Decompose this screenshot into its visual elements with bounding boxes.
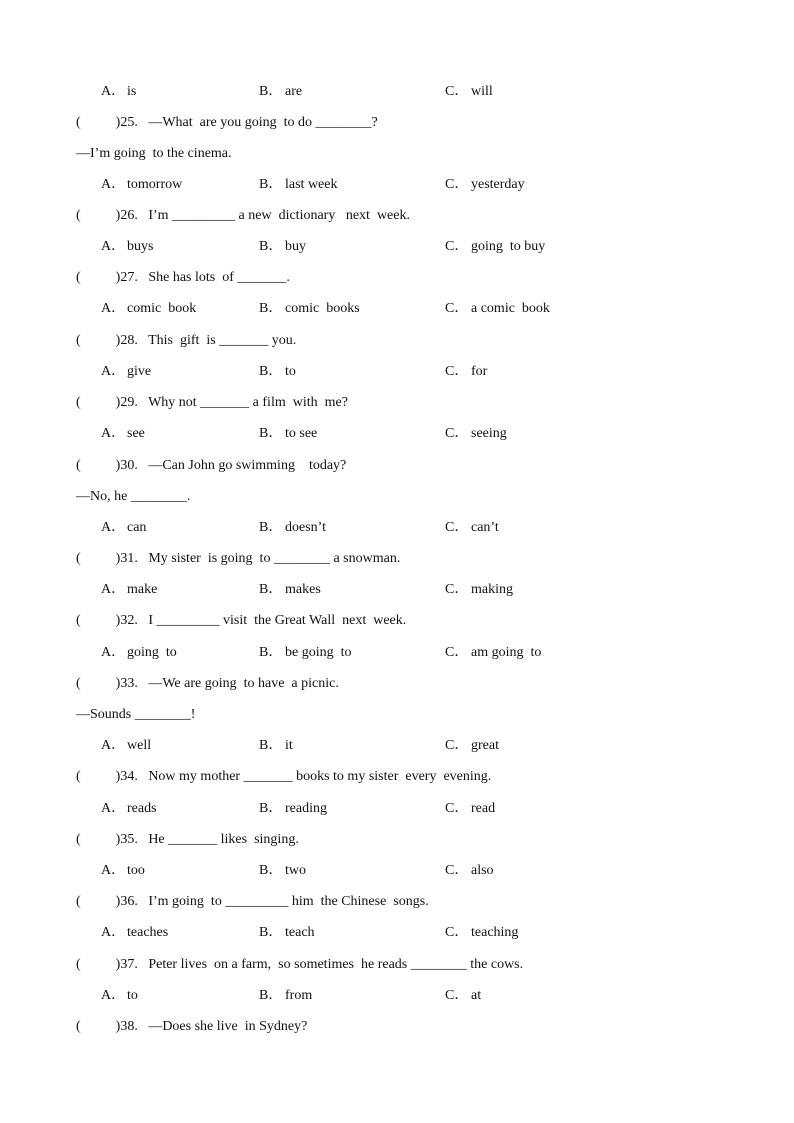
options-row [0, 237, 794, 257]
option-text: a comic book [471, 301, 550, 316]
option-letter: C． [445, 645, 469, 660]
option-text: doesn’t [285, 520, 326, 535]
options-row [0, 424, 794, 444]
option-letter: B． [259, 84, 283, 99]
option-c [445, 580, 513, 600]
option-text: too [127, 863, 145, 878]
option-text: can [127, 520, 147, 535]
question-stem: ( )34. Now my mother _______ books to my sister every evening. [76, 769, 492, 784]
option-letter: A． [101, 801, 126, 816]
option-letter: A． [101, 738, 126, 753]
question-stem: ( )30. —Can John go swimming today? [76, 458, 347, 473]
option-text: at [471, 988, 482, 1003]
option-c [445, 643, 541, 663]
option-letter: C． [445, 520, 469, 535]
options-row [0, 643, 794, 663]
option-c [445, 237, 545, 257]
option-text: make [127, 582, 158, 597]
option-letter: A． [101, 177, 126, 192]
question-26 [0, 206, 794, 226]
option-text: well [127, 738, 152, 753]
options-row [0, 923, 794, 943]
option-text: to [285, 364, 296, 379]
option-c [445, 861, 494, 881]
option-c [445, 299, 550, 319]
option-letter: A． [101, 520, 126, 535]
option-letter: C． [445, 301, 469, 316]
options-row [0, 580, 794, 600]
option-letter: C． [445, 988, 469, 1003]
option-letter: C． [445, 738, 469, 753]
option-letter: B． [259, 988, 283, 1003]
option-letter: B． [259, 239, 283, 254]
option-text: seeing [471, 426, 507, 441]
option-a [101, 643, 177, 663]
option-letter: B． [259, 582, 283, 597]
question-32 [0, 611, 794, 631]
question-stem: ( )33. —We are going to have a picnic. [76, 676, 339, 691]
question-30 [0, 456, 794, 476]
option-letter: B． [259, 177, 283, 192]
option-text: for [471, 364, 488, 379]
option-text: it [285, 738, 293, 753]
option-c [445, 923, 518, 943]
question-31 [0, 549, 794, 569]
option-letter: A． [101, 84, 126, 99]
option-a [101, 861, 145, 881]
option-b [259, 923, 315, 943]
question-followup [0, 487, 794, 507]
option-c [445, 799, 495, 819]
option-text: are [285, 84, 303, 99]
question-stem: ( )37. Peter lives on a farm, so sometimes he reads ________ the cows. [76, 957, 524, 972]
option-a [101, 518, 146, 538]
option-letter: A． [101, 239, 126, 254]
options-row [0, 362, 794, 382]
option-letter: C． [445, 863, 469, 878]
option-c [445, 424, 507, 444]
option-letter: A． [101, 925, 126, 940]
option-b [259, 424, 317, 444]
option-letter: C． [445, 426, 469, 441]
option-letter: C． [445, 177, 469, 192]
followup-text: —No, he ________. [76, 489, 191, 504]
option-text: also [471, 863, 494, 878]
option-c [445, 986, 481, 1006]
option-a [101, 923, 168, 943]
option-letter: C． [445, 239, 469, 254]
option-letter: C． [445, 925, 469, 940]
question-25 [0, 113, 794, 133]
option-letter: B． [259, 925, 283, 940]
question-36 [0, 892, 794, 912]
option-text: yesterday [471, 177, 525, 192]
option-text: buy [285, 239, 306, 254]
option-a [101, 986, 138, 1006]
question-stem: ( )36. I’m going to _________ him the Chinese songs. [76, 894, 429, 909]
option-a [101, 237, 153, 257]
question-34 [0, 767, 794, 787]
option-letter: B． [259, 801, 283, 816]
option-text: give [127, 364, 152, 379]
option-letter: A． [101, 426, 126, 441]
option-text: going to [127, 645, 177, 660]
option-letter: A． [101, 645, 126, 660]
question-stem: ( )27. She has lots of _______. [76, 270, 290, 285]
option-a [101, 362, 151, 382]
option-text: is [127, 84, 137, 99]
option-text: reads [127, 801, 157, 816]
option-letter: C． [445, 84, 469, 99]
options-row [0, 799, 794, 819]
option-a [101, 424, 145, 444]
option-text: teaching [471, 925, 519, 940]
option-b [259, 986, 312, 1006]
option-text: two [285, 863, 306, 878]
option-text: see [127, 426, 145, 441]
question-stem: ( )31. My sister is going to ________ a snowman. [76, 551, 401, 566]
option-c [445, 736, 499, 756]
question-35 [0, 830, 794, 850]
option-b [259, 580, 321, 600]
question-stem: ( )35. He _______ likes singing. [76, 832, 299, 847]
option-text: teaches [127, 925, 169, 940]
question-38 [0, 1017, 794, 1037]
question-stem: ( )28. This gift is _______ you. [76, 333, 297, 348]
option-a [101, 736, 151, 756]
option-a [101, 799, 157, 819]
option-text: buys [127, 239, 154, 254]
option-text: going to buy [471, 239, 546, 254]
option-text: teach [285, 925, 315, 940]
option-c [445, 518, 499, 538]
option-text: be going to [285, 645, 352, 660]
options-row [0, 175, 794, 195]
option-text: making [471, 582, 513, 597]
option-letter: C． [445, 801, 469, 816]
option-text: am going to [471, 645, 542, 660]
question-37 [0, 955, 794, 975]
option-b [259, 799, 327, 819]
option-text: can’t [471, 520, 499, 535]
option-a [101, 299, 196, 319]
option-b [259, 362, 296, 382]
option-text: reading [285, 801, 327, 816]
option-letter: B． [259, 863, 283, 878]
question-stem: ( )38. —Does she live in Sydney? [76, 1019, 308, 1034]
options-row [0, 299, 794, 319]
option-text: will [471, 84, 493, 99]
question-stem: ( )32. I _________ visit the Great Wall next week. [76, 613, 407, 628]
options-row [0, 736, 794, 756]
option-letter: A． [101, 301, 126, 316]
question-stem: ( )25. —What are you going to do ________? [76, 115, 378, 130]
option-letter: B． [259, 520, 283, 535]
option-a [101, 175, 182, 195]
followup-text: —I’m going to the cinema. [76, 146, 232, 161]
option-b [259, 518, 326, 538]
question-followup [0, 144, 794, 164]
question-33 [0, 674, 794, 694]
option-text: from [285, 988, 313, 1003]
option-b [259, 82, 302, 102]
option-letter: A． [101, 582, 126, 597]
option-b [259, 643, 352, 663]
question-followup [0, 705, 794, 725]
option-text: read [471, 801, 496, 816]
option-text: makes [285, 582, 321, 597]
option-a [101, 82, 136, 102]
followup-text: —Sounds ________! [76, 707, 196, 722]
option-c [445, 82, 493, 102]
question-29 [0, 393, 794, 413]
question-28 [0, 331, 794, 351]
option-b [259, 175, 337, 195]
options-row [0, 518, 794, 538]
option-letter: A． [101, 988, 126, 1003]
options-row [0, 82, 794, 102]
option-b [259, 299, 360, 319]
option-c [445, 362, 487, 382]
option-text: comic books [285, 301, 360, 316]
option-text: last week [285, 177, 338, 192]
option-letter: B． [259, 426, 283, 441]
option-b [259, 736, 293, 756]
option-text: comic book [127, 301, 197, 316]
question-stem: ( )29. Why not _______ a film with me? [76, 395, 348, 410]
option-b [259, 861, 306, 881]
option-letter: B． [259, 645, 283, 660]
question-27 [0, 268, 794, 288]
question-stem: ( )26. I’m _________ a new dictionary next week. [76, 208, 410, 223]
option-letter: B． [259, 364, 283, 379]
option-text: great [471, 738, 499, 753]
option-letter: A． [101, 364, 126, 379]
option-b [259, 237, 306, 257]
option-c [445, 175, 525, 195]
option-a [101, 580, 157, 600]
option-letter: A． [101, 863, 126, 878]
option-letter: C． [445, 364, 469, 379]
option-letter: B． [259, 738, 283, 753]
options-row [0, 986, 794, 1006]
option-text: to [127, 988, 138, 1003]
option-text: to see [285, 426, 318, 441]
option-text: tomorrow [127, 177, 183, 192]
option-letter: C． [445, 582, 469, 597]
options-row [0, 861, 794, 881]
option-letter: B． [259, 301, 283, 316]
